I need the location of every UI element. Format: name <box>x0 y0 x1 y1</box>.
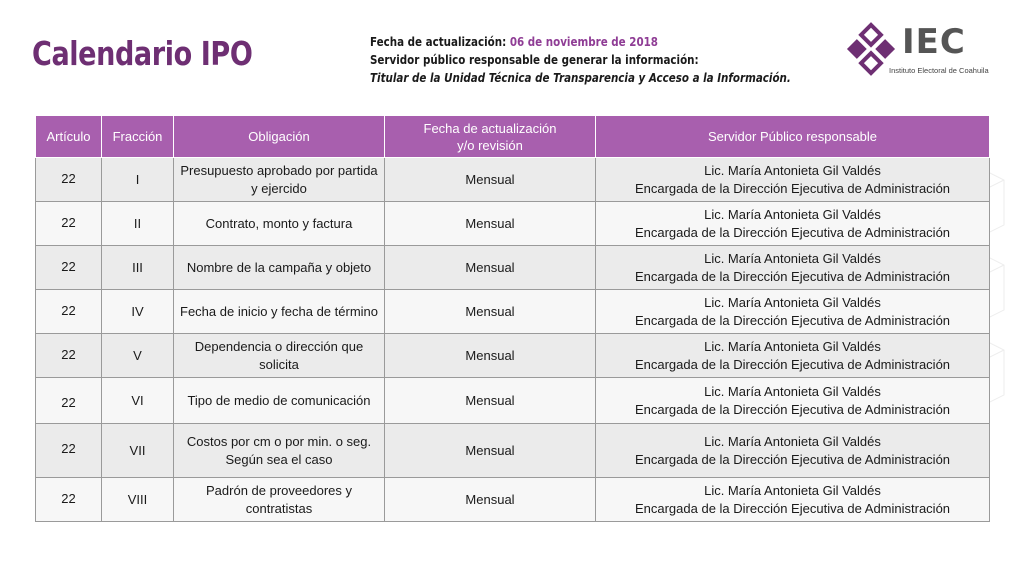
table-row <box>36 424 990 478</box>
column-header-articulo: Artículo <box>36 116 102 158</box>
cell-obligacion: Padrón de proveedores y contratistas <box>174 478 385 522</box>
servidor-cargo: Encargada de la Dirección Ejecutiva de Administración <box>634 224 951 240</box>
cell-obligacion: Presupuesto aprobado por partida y ejercido <box>174 158 385 202</box>
table-row <box>36 290 990 334</box>
servidor-cargo: Encargada de la Dirección Ejecutiva de Administración <box>634 268 951 284</box>
table-row <box>36 378 990 424</box>
cell-articulo: 22 <box>36 378 102 424</box>
cell-articulo: 22 <box>36 334 102 378</box>
iec-logo <box>842 20 992 80</box>
header-meta <box>370 33 859 87</box>
cell-fecha: Mensual <box>385 478 596 522</box>
table-row <box>36 246 990 290</box>
table-header-row <box>36 116 990 158</box>
cell-servidor <box>596 478 990 522</box>
cell-fraccion: VIII <box>102 478 174 522</box>
cell-obligacion: Costos por cm o por min. o seg. Según sea el caso <box>174 424 385 478</box>
servidor-nombre: Lic. María Antonieta Gil Valdés <box>704 433 881 449</box>
column-header-obligacion: Obligación <box>174 116 385 158</box>
servidor-nombre: Lic. María Antonieta Gil Valdés <box>704 294 881 310</box>
cell-articulo: 22 <box>36 290 102 334</box>
page-title: Calendario IPO <box>32 34 253 73</box>
table-row <box>36 478 990 522</box>
cell-servidor <box>596 424 990 478</box>
cell-obligacion: Contrato, monto y factura <box>174 202 385 246</box>
update-line <box>370 33 791 51</box>
cell-fraccion: III <box>102 246 174 290</box>
cell-fraccion: VII <box>102 424 174 478</box>
calendar-table <box>35 115 990 522</box>
table-row <box>36 158 990 202</box>
cell-obligacion: Fecha de inicio y fecha de término <box>174 290 385 334</box>
update-label: Fecha de actualización: <box>370 35 507 49</box>
cell-fraccion: IV <box>102 290 174 334</box>
cell-servidor <box>596 334 990 378</box>
cell-articulo: 22 <box>36 246 102 290</box>
servidor-cargo: Encargada de la Dirección Ejecutiva de Administración <box>634 401 951 417</box>
cell-servidor <box>596 246 990 290</box>
cell-fecha: Mensual <box>385 290 596 334</box>
cell-fecha: Mensual <box>385 334 596 378</box>
servidor-nombre: Lic. María Antonieta Gil Valdés <box>704 250 881 266</box>
column-header-fecha: Fecha de actualización y/o revisión <box>385 116 596 158</box>
cell-fraccion: I <box>102 158 174 202</box>
cell-servidor <box>596 290 990 334</box>
cell-articulo: 22 <box>36 202 102 246</box>
cell-obligacion: Dependencia o dirección que solicita <box>174 334 385 378</box>
servidor-cargo: Encargada de la Dirección Ejecutiva de Administración <box>634 451 951 467</box>
servidor-cargo: Encargada de la Dirección Ejecutiva de Administración <box>634 180 951 196</box>
cell-fecha: Mensual <box>385 246 596 290</box>
cell-fecha: Mensual <box>385 202 596 246</box>
cell-servidor <box>596 202 990 246</box>
servidor-nombre: Lic. María Antonieta Gil Valdés <box>704 206 881 222</box>
servidor-nombre: Lic. María Antonieta Gil Valdés <box>704 338 881 354</box>
iec-logo-subtitle: Instituto Electoral de Coahuila <box>889 66 989 75</box>
cell-fraccion: II <box>102 202 174 246</box>
servidor-nombre: Lic. María Antonieta Gil Valdés <box>704 162 881 178</box>
servidor-cargo: Encargada de la Dirección Ejecutiva de Administración <box>634 500 951 516</box>
servidor-nombre: Lic. María Antonieta Gil Valdés <box>704 482 881 498</box>
cell-fraccion: V <box>102 334 174 378</box>
cell-fraccion: VI <box>102 378 174 424</box>
table-row <box>36 334 990 378</box>
column-header-servidor: Servidor Público responsable <box>596 116 990 158</box>
responsible-value: Titular de la Unidad Técnica de Transparencia y Acceso a la Información. <box>370 71 791 85</box>
cell-obligacion: Tipo de medio de comunicación <box>174 378 385 424</box>
iec-logo-text: IEC <box>902 22 966 62</box>
cell-obligacion: Nombre de la campaña y objeto <box>174 246 385 290</box>
column-header-fraccion: Fracción <box>102 116 174 158</box>
table-row <box>36 202 990 246</box>
cell-articulo: 22 <box>36 478 102 522</box>
servidor-cargo: Encargada de la Dirección Ejecutiva de Administración <box>634 356 951 372</box>
cell-articulo: 22 <box>36 158 102 202</box>
servidor-nombre: Lic. María Antonieta Gil Valdés <box>704 383 881 399</box>
cell-servidor <box>596 378 990 424</box>
cell-fecha: Mensual <box>385 158 596 202</box>
responsible-label: Servidor público responsable de generar la información: <box>370 53 699 67</box>
cell-servidor <box>596 158 990 202</box>
cell-fecha: Mensual <box>385 424 596 478</box>
servidor-cargo: Encargada de la Dirección Ejecutiva de Administración <box>634 312 951 328</box>
cell-fecha: Mensual <box>385 378 596 424</box>
cell-articulo: 22 <box>36 424 102 478</box>
update-date: 06 de noviembre de 2018 <box>509 35 658 49</box>
